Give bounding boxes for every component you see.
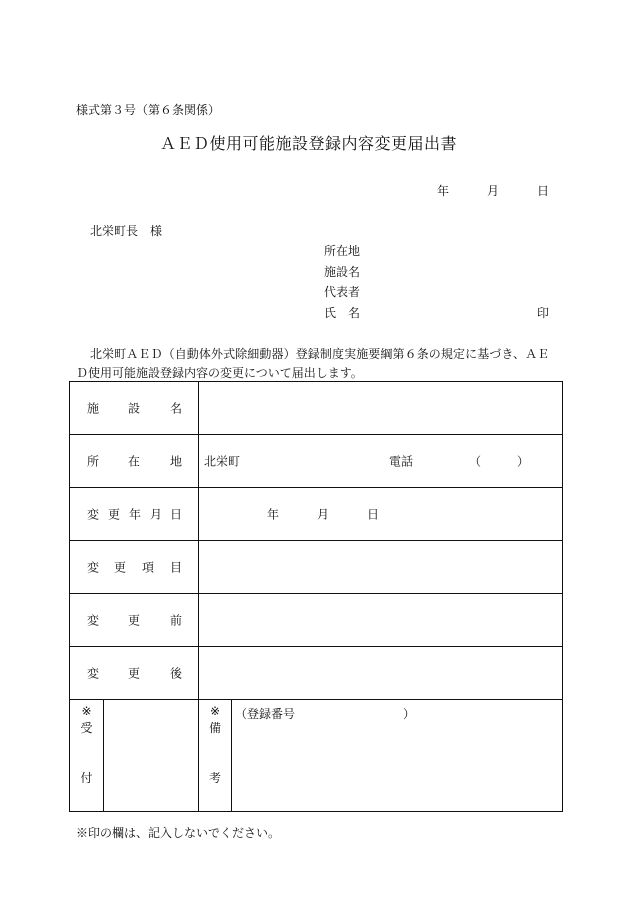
location-town: 北栄町 (204, 454, 241, 469)
location-field[interactable] (199, 435, 563, 488)
date-day: 日 (537, 184, 550, 198)
change-item-field[interactable] (199, 541, 563, 594)
phone-area-code: （ ） (469, 454, 530, 469)
date-month: 月 (487, 184, 500, 198)
phone-label: 電話 (389, 454, 414, 469)
change-item-label: 変 更 項 目 (70, 541, 199, 594)
after-change-field[interactable] (199, 647, 563, 700)
seal-mark: 印 (537, 306, 550, 320)
remarks-field (232, 700, 563, 812)
after-change-label: 変 更 後 (70, 647, 199, 700)
change-date-field[interactable]: 年 月 日 (199, 488, 563, 541)
change-form-table (69, 381, 563, 812)
change-date-label: 変 更 年 月 日 (70, 488, 199, 541)
applicant-name-label: 氏 名 (324, 306, 361, 320)
receipt-label: ※ 受 付 (70, 700, 104, 812)
before-change-label: 変 更 前 (70, 594, 199, 647)
applicant-facility-label: 施設名 (324, 265, 361, 279)
intro-line-2: Ｄ使用可能施設登録内容の変更について届出します。 (76, 366, 363, 380)
facility-name-field[interactable] (199, 382, 563, 435)
registration-number: （登録番号 ） (235, 707, 416, 721)
applicant-address-label: 所在地 (324, 244, 361, 258)
remarks-label: ※ 備 考 (199, 700, 232, 812)
document-title: ＡＥＤ使用可能施設登録内容変更届出書 (160, 134, 458, 153)
intro-line-1: 北栄町ＡＥＤ（自動体外式除細動器）登録制度実施要綱第６条の規定に基づき、ＡＥ (90, 347, 550, 361)
form-number: 様式第３号（第６条関係） (76, 103, 221, 117)
date-year: 年 (437, 184, 450, 198)
before-change-field[interactable] (199, 594, 563, 647)
receipt-field (104, 700, 199, 812)
footnote: ※印の欄は、記入しないでください。 (76, 826, 281, 840)
applicant-rep-label: 代表者 (324, 285, 361, 299)
facility-name-label: 施 設 名 (70, 382, 199, 435)
addressee: 北栄町長 様 (90, 224, 163, 238)
location-label: 所 在 地 (70, 435, 199, 488)
